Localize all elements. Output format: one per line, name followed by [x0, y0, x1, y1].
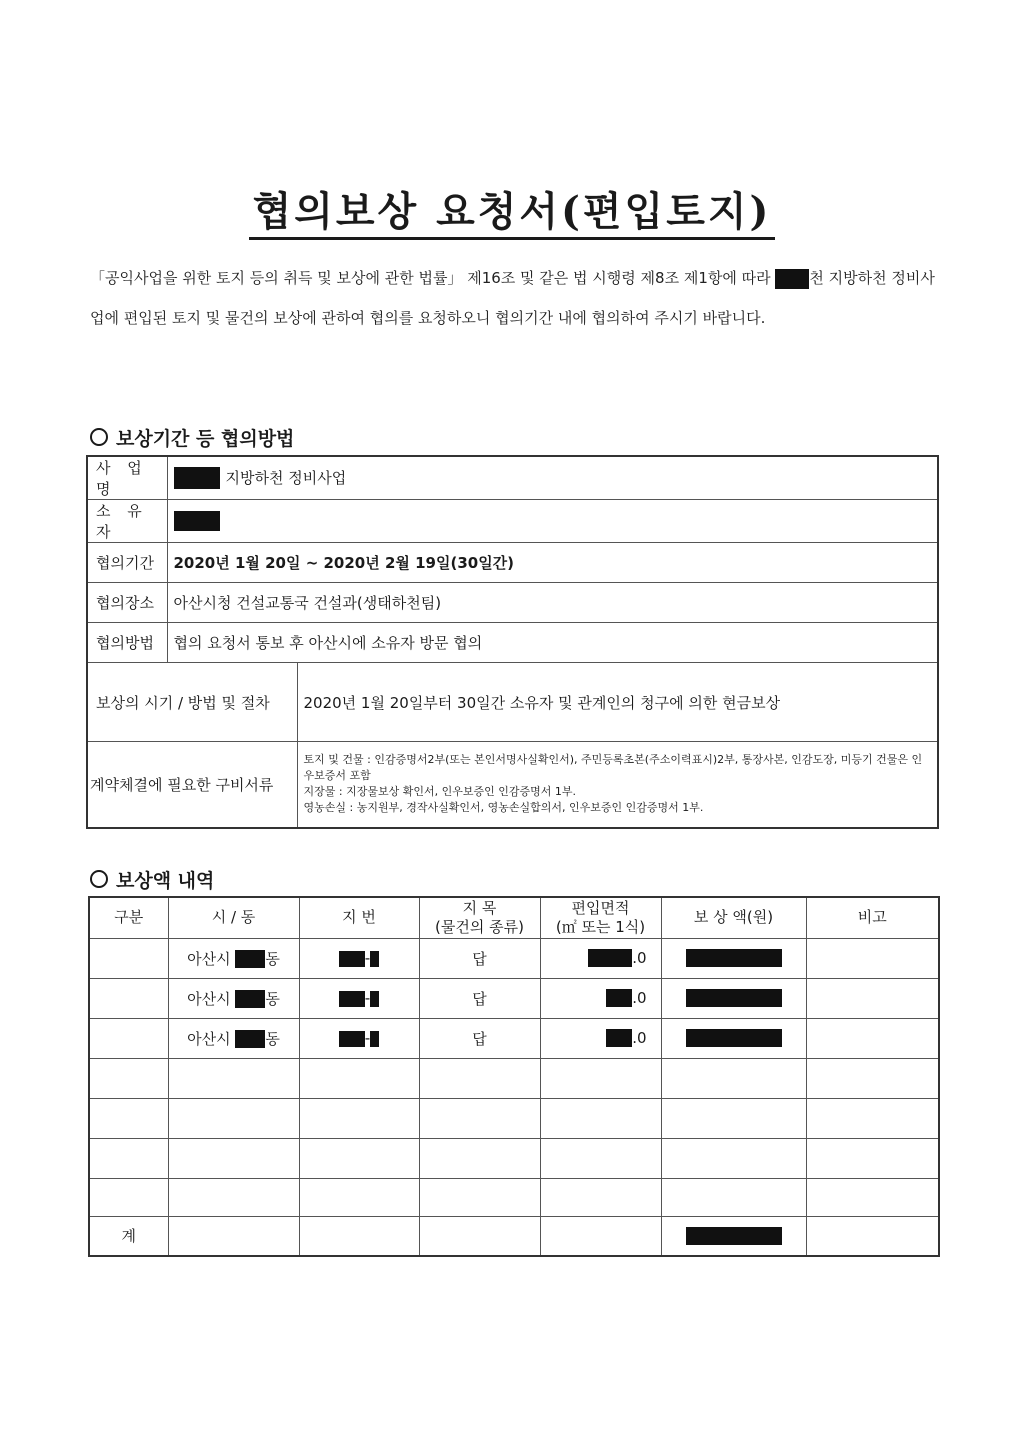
label-period: 협의기간 — [87, 543, 167, 583]
label-place: 협의장소 — [87, 583, 167, 623]
value-place: 아산시청 건설교통국 건설과(생태하천팀) — [167, 583, 938, 623]
compensation-table — [88, 896, 940, 1257]
total-amount-cell — [661, 1216, 806, 1256]
redaction-block — [686, 989, 782, 1007]
redaction-block — [339, 951, 365, 967]
section1-heading: 보상기간 등 협의방법 — [90, 424, 294, 451]
row-owner — [87, 500, 938, 543]
redaction-block — [235, 990, 265, 1008]
empty-row — [89, 1138, 939, 1178]
city-dong-cell: 아산시 동 — [168, 978, 299, 1018]
redaction-block — [370, 1031, 379, 1047]
city-dong-cell: 아산시 동 — [168, 1018, 299, 1058]
redaction-block — [370, 951, 379, 967]
label-method: 협의방법 — [87, 623, 167, 663]
land-type-cell: 답 — [419, 978, 540, 1018]
section2-heading: 보상액 내역 — [90, 866, 214, 893]
lot-number-cell: - — [299, 978, 419, 1018]
redaction-block — [235, 950, 265, 968]
total-label: 계 — [89, 1216, 168, 1256]
value-owner — [167, 500, 938, 543]
value-method: 협의 요청서 통보 후 아산시에 소유자 방문 협의 — [167, 623, 938, 663]
table-row — [89, 1018, 939, 1058]
negotiation-method-table — [86, 455, 939, 829]
redaction-block — [686, 949, 782, 967]
empty-row — [89, 1098, 939, 1138]
redaction-block — [174, 467, 220, 489]
redaction-block — [606, 1029, 632, 1047]
city-dong-cell: 아산시 동 — [168, 938, 299, 978]
empty-row — [89, 1058, 939, 1098]
area-cell: .0 — [540, 938, 661, 978]
table-row — [89, 938, 939, 978]
value-docs: 토지 및 건물 : 인감증명서2부(또는 본인서명사실확인서), 주민등록초본(주소이력표시)2부, 통장사본, 인감도장, 미등기 건물은 인우보증서 포함 지장물 : 지장물보상 확인서, 인우보증인 인감증명서 1부. 영농손실 : 농지원부, 경작사실확인서, 영농손실합의서, 인우보증인 인감증명서 1부. — [297, 742, 938, 828]
header-remarks: 비고 — [806, 897, 939, 938]
row-docs — [87, 742, 938, 828]
header-city-dong: 시 / 동 — [168, 897, 299, 938]
label-timing: 보상의 시기 / 방법 및 절차 — [87, 663, 297, 742]
row-period — [87, 543, 938, 583]
value-timing: 2020년 1월 20일부터 30일간 소유자 및 관계인의 청구에 의한 현금보상 — [297, 663, 938, 742]
redaction-block — [370, 991, 379, 1007]
label-project: 사 업 명 — [87, 456, 167, 500]
row-timing — [87, 663, 938, 742]
header-row — [89, 897, 939, 938]
lot-number-cell: - — [299, 938, 419, 978]
land-type-cell: 답 — [419, 938, 540, 978]
redaction-block — [339, 1031, 365, 1047]
circle-bullet-icon — [90, 428, 108, 446]
redaction-block — [174, 511, 220, 531]
amount-cell — [661, 1018, 806, 1058]
value-period: 2020년 1월 20일 ~ 2020년 2월 19일(30일간) — [167, 543, 938, 583]
redaction-block — [235, 1030, 265, 1048]
document-title: 협의보상 요청서(편입토지) — [0, 180, 1024, 237]
row-project — [87, 456, 938, 500]
header-lot-number: 지 번 — [299, 897, 419, 938]
header-amount: 보 상 액(원) — [661, 897, 806, 938]
redaction-block — [686, 1227, 782, 1245]
redaction-block — [606, 989, 632, 1007]
amount-cell — [661, 978, 806, 1018]
redaction-block — [686, 1029, 782, 1047]
redaction-block — [339, 991, 365, 1007]
header-category: 구분 — [89, 897, 168, 938]
table-row — [89, 978, 939, 1018]
row-method — [87, 623, 938, 663]
row-place — [87, 583, 938, 623]
lot-number-cell: - — [299, 1018, 419, 1058]
value-project: 지방하천 정비사업 — [167, 456, 938, 500]
label-docs: 계약체결에 필요한 구비서류 — [87, 742, 297, 828]
label-owner: 소 유 자 — [87, 500, 167, 543]
amount-cell — [661, 938, 806, 978]
empty-row — [89, 1178, 939, 1216]
header-area: 편입면적 (㎡ 또는 1식) — [540, 897, 661, 938]
circle-bullet-icon — [90, 870, 108, 888]
header-land-type: 지 목 (물건의 종류) — [419, 897, 540, 938]
redaction-block — [588, 949, 632, 967]
redaction-block — [775, 269, 809, 289]
intro-paragraph: 「공익사업을 위한 토지 등의 취득 및 보상에 관한 법률」 제16조 및 같은 법 시행령 제8조 제1항에 따라 천 지방하천 정비사업에 편입된 토지 및 물건의 보상에 관하여 협의를 요청하오니 협의기간 내에 협의하여 주시기 바랍니다. — [90, 269, 935, 327]
area-cell: .0 — [540, 1018, 661, 1058]
land-type-cell: 답 — [419, 1018, 540, 1058]
area-cell: .0 — [540, 978, 661, 1018]
total-row — [89, 1216, 939, 1256]
